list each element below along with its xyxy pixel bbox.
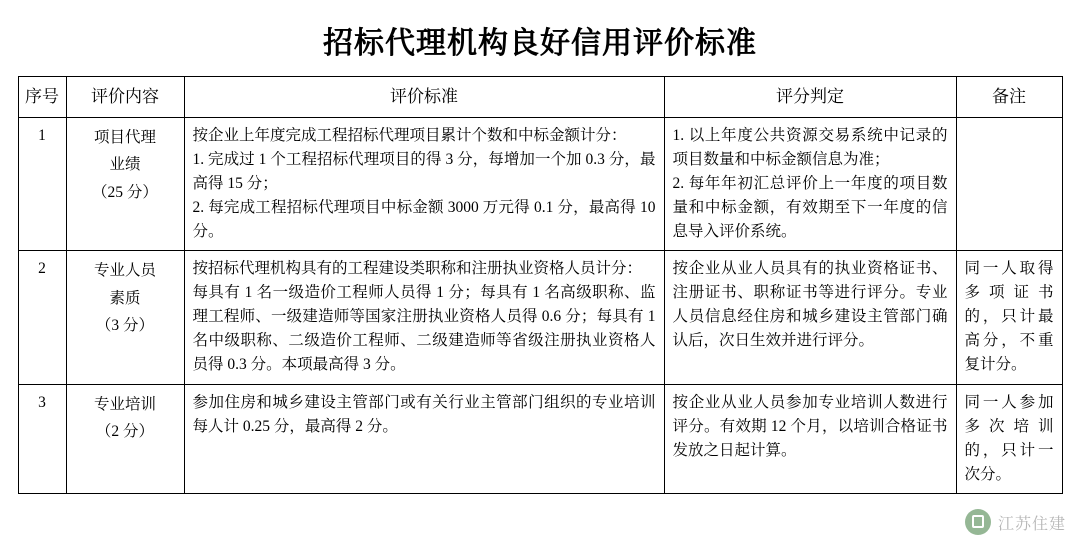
row-number: 1 bbox=[18, 118, 66, 251]
column-header-standard: 评价标准 bbox=[184, 77, 664, 118]
row-item bbox=[66, 118, 184, 251]
watermark-label: 江苏住建 bbox=[997, 515, 1066, 533]
row-remark bbox=[956, 118, 1062, 251]
row-remark bbox=[956, 384, 1062, 493]
page-title: 招标代理机构良好信用评价标准 bbox=[323, 27, 757, 60]
row-item bbox=[66, 384, 184, 493]
standard-line: 按企业上年度完成工程招标代理项目累计个数和中标金额计分： bbox=[192, 127, 627, 145]
row-number: 2 bbox=[18, 251, 66, 384]
row-standard bbox=[184, 118, 664, 251]
row-item-line: 素质 bbox=[109, 289, 141, 307]
column-header-judgement: 评分判定 bbox=[664, 77, 956, 118]
row-item bbox=[66, 251, 184, 384]
standard-line: 1. 完成过 1 个工程招标代理项目的得 3 分，每增加一个加 0.3 分，最高得 15 分； bbox=[192, 151, 656, 193]
judgement-line: 按企业从业人员具有的执业资格证书、注册证书、职称证书等进行评分。专业人员信息经住房和城乡建设主管部门确认后，次日生效并进行评分。 bbox=[672, 260, 948, 350]
row-judgement bbox=[664, 251, 956, 384]
standard-line: 参加住房和城乡建设主管部门或有关行业主管部门组织的专业培训每人计 0.25 分，最高得 2 分。 bbox=[192, 393, 656, 435]
row-item-line: （3 分） bbox=[95, 316, 155, 334]
row-judgement bbox=[664, 384, 956, 493]
column-header-remark: 备注 bbox=[956, 77, 1062, 118]
row-item-line: 项目代理 bbox=[93, 129, 156, 147]
row-item-line: 专业人员 bbox=[93, 262, 156, 280]
standard-line: 按招标代理机构具有的工程建设类职称和注册执业资格人员计分： bbox=[192, 260, 643, 278]
column-header-no: 序号 bbox=[18, 77, 66, 118]
remark-line: 同一人参加多次培训的，只计一次分。 bbox=[964, 393, 1054, 483]
row-number: 3 bbox=[18, 384, 66, 493]
building-badge-icon bbox=[965, 509, 991, 535]
table-row bbox=[18, 251, 1062, 384]
watermark bbox=[965, 509, 1066, 535]
row-item-line: 业绩 bbox=[109, 156, 141, 174]
table-row bbox=[18, 384, 1062, 493]
row-item-line: （25 分） bbox=[92, 183, 158, 201]
remark-line: 同一人取得多项证书的，只计最高分，不重复计分。 bbox=[964, 260, 1054, 374]
row-standard bbox=[184, 384, 664, 493]
judgement-line: 1. 以上年度公共资源交易系统中记录的项目数量和中标金额信息为准； bbox=[672, 127, 948, 169]
row-standard bbox=[184, 251, 664, 384]
row-item-line: 专业培训 bbox=[93, 395, 156, 413]
table-header-row bbox=[18, 77, 1062, 118]
judgement-line: 2. 每年年初汇总评价上一年度的项目数量和中标金额，有效期至下一年度的信息导入评价系统。 bbox=[672, 175, 948, 241]
row-item-line: （2 分） bbox=[95, 422, 155, 440]
judgement-line: 按企业从业人员参加专业培训人数进行评分。有效期 12 个月，以培训合格证书发放之日起计算。 bbox=[672, 393, 948, 459]
table-row bbox=[18, 118, 1062, 251]
standard-line: 2. 每完成工程招标代理项目中标金额 3000 万元得 0.1 分，最高得 10 分。 bbox=[192, 199, 656, 241]
row-remark bbox=[956, 251, 1062, 384]
column-header-item: 评价内容 bbox=[66, 77, 184, 118]
row-judgement bbox=[664, 118, 956, 251]
standard-line: 每具有 1 名一级造价工程师人员得 1 分；每具有 1 名高级职称、监理工程师、一级建造师等国家注册执业资格人员得 0.6 分；每具有 1 名中级职称、二级造价工程师、二级建造师等省级注册执业资格人员得 0.3 分。本项最高得 3 分。 bbox=[192, 284, 656, 374]
evaluation-criteria-table bbox=[18, 76, 1063, 494]
